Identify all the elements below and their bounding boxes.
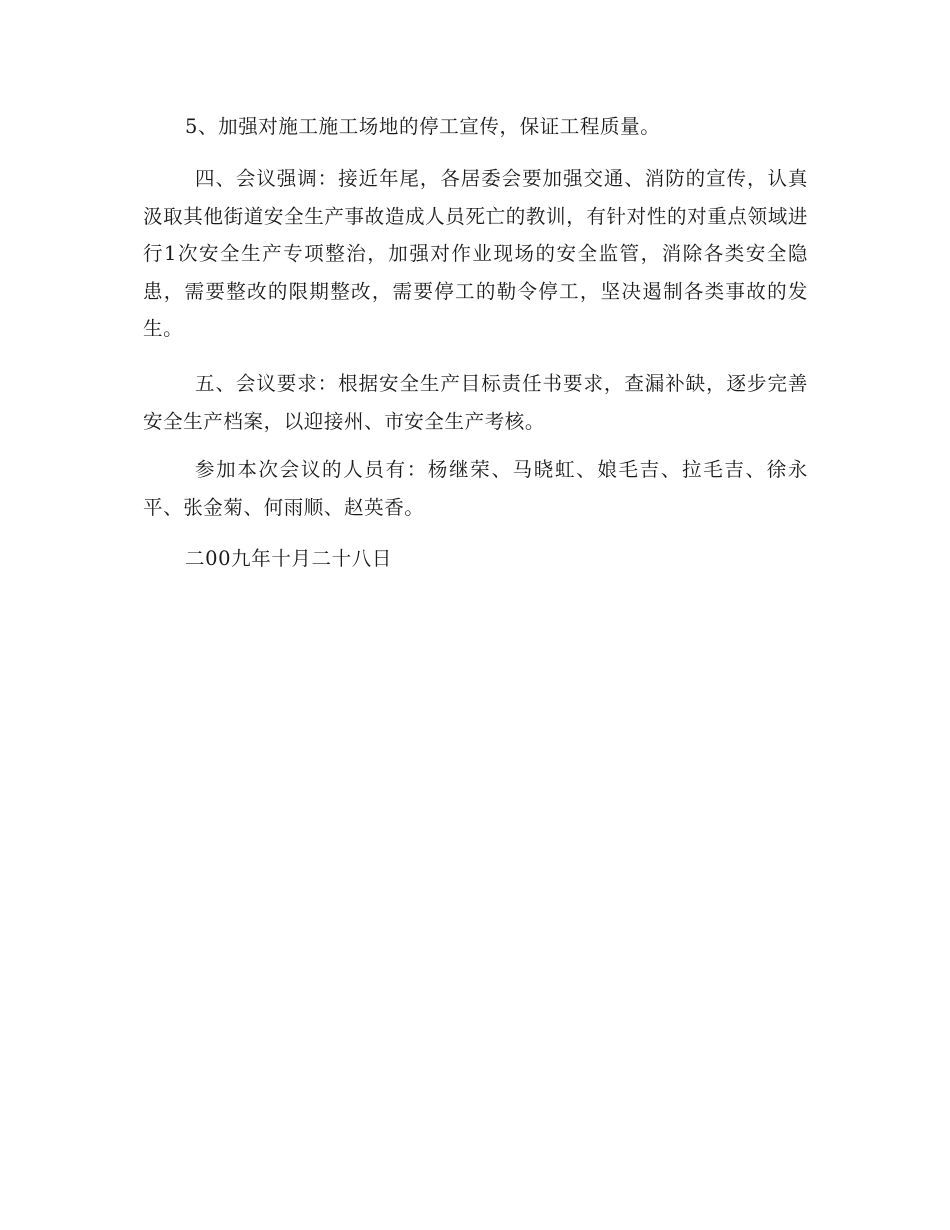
section-five-paragraph: 五、会议要求：根据安全生产目标责任书要求，查漏补缺，逐步完善安全生产档案，以迎接州、市安全生产考核。: [143, 372, 808, 433]
section-four-paragraph: 四、会议强调：接近年尾，各居委会要加强交通、消防的宣传，认真汲取其他街道安全生产事故造成人员死亡的教训，有针对性的对重点领域进行1次安全生产专项整治，加强对作业现场的安全监管，消除各类安全隐患，需要整改的限期整改，需要停工的勒令停工，坚决遏制各类事故的发生。: [143, 167, 808, 340]
item-5-paragraph: 5、加强对施工施工场地的停工宣传，保证工程质量。: [185, 115, 661, 138]
date-line: 二00九年十月二十八日: [185, 547, 392, 570]
attendees-paragraph: 参加本次会议的人员有：杨继荣、马晓虹、娘毛吉、拉毛吉、徐永平、张金菊、何雨顺、赵英香。: [143, 458, 808, 519]
